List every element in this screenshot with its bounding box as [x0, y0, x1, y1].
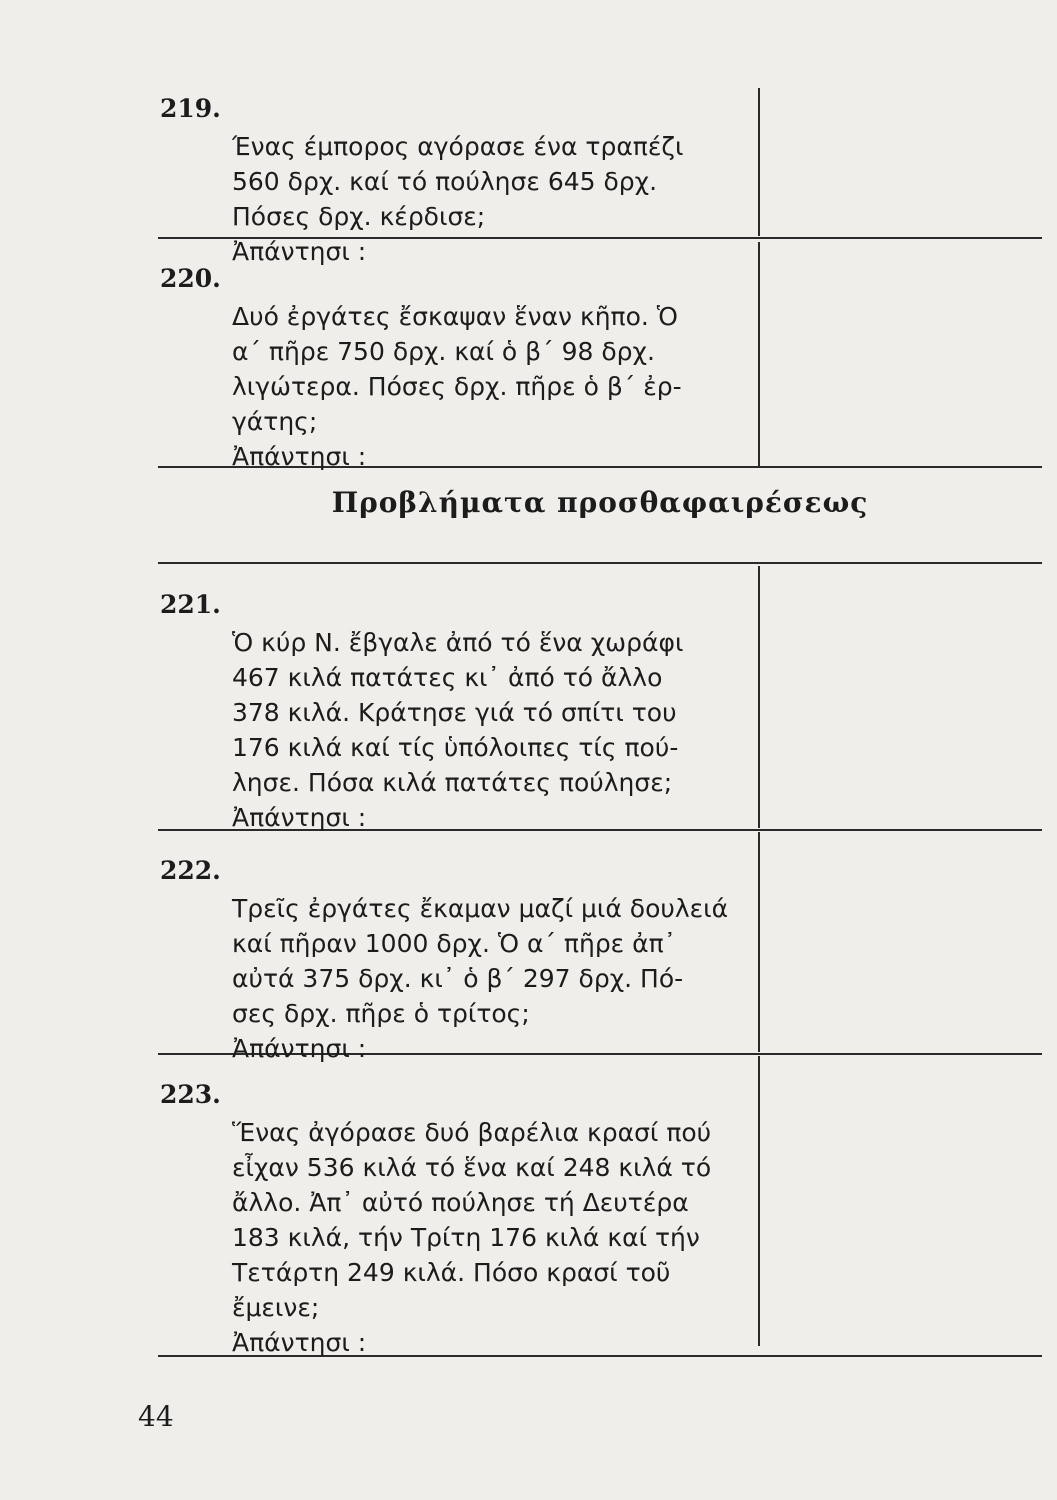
- problem-statement: Τρεῖς ἐργάτες ἔκαμαν μαζί μιά δουλειά καί πῆραν 1000 δρχ. Ὁ α΄ πῆρε ἀπ᾽ αὐτά 375 δρχ. κι᾽ ὁ β΄ 297 δρχ. Πό- σες δρχ. πῆρε ὁ τρίτος;: [232, 894, 729, 1028]
- answer-column-divider: [758, 88, 760, 236]
- answer-column-divider: [758, 566, 760, 828]
- answer-label: Ἀπάντησι :: [232, 442, 367, 471]
- problem-text: [232, 1080, 757, 1395]
- problem-text: [232, 264, 757, 509]
- problem-statement: Δυό ἐργάτες ἔσκαψαν ἕναν κῆπο. Ὁ α΄ πῆρε 750 δρχ. καί ὁ β΄ 98 δρχ. λιγώτερα. Πόσες δρχ. πῆρε ὁ β΄ ἐρ- γάτης;: [232, 302, 682, 436]
- problem-statement: Ένας έμπορος αγόρασε ένα τραπέζι 560 δρχ. καί τό πούλησε 645 δρχ. Πόσες δρχ. κέρδισε;: [232, 132, 684, 231]
- problem-text: [232, 590, 757, 870]
- answer-column-divider: [758, 1056, 760, 1346]
- problem-statement: Ὁ κύρ Ν. ἔβγαλε ἀπό τό ἕνα χωράφι 467 κιλά πατάτες κι᾽ ἀπό τό ἄλλο 378 κιλά. Κράτησε γιά τό σπίτι του 176 κιλά καί τίς ὑπόλοιπες τίς πού- λησε. Πόσα κιλά πατάτες πούλησε;: [232, 628, 684, 797]
- page-number: 44: [138, 1400, 174, 1433]
- section-title: Προβλήματα προσθαφαιρέσεως: [331, 486, 869, 519]
- answer-column-divider: [758, 832, 760, 1052]
- problem-text: [232, 856, 757, 1101]
- problem-number: 221.: [160, 590, 221, 619]
- problem-number: 219.: [160, 94, 221, 123]
- answer-label: Ἀπάντησι :: [232, 1328, 367, 1357]
- problem-statement: Ἕνας ἀγόρασε δυό βαρέλια κρασί πού εἶχαν 536 κιλά τό ἕνα καί 248 κιλά τό ἄλλο. Ἀπ᾽ αὐτό πούλησε τή Δευτέρα 183 κιλά, τήν Τρίτη 176 κιλά καί τήν Τετάρτη 249 κιλά. Πόσο κρασί τοῦ ἔμεινε;: [232, 1118, 712, 1322]
- answer-label: Ἀπάντησι :: [232, 1034, 367, 1063]
- answer-column-divider: [758, 242, 760, 466]
- problem-number: 222.: [160, 856, 221, 885]
- horizontal-rule: [158, 562, 1042, 564]
- answer-label: Ἀπάντησι :: [232, 237, 367, 266]
- answer-label: Ἀπάντησι :: [232, 803, 367, 832]
- problem-number: 220.: [160, 264, 221, 293]
- problem-number: 223.: [160, 1080, 221, 1109]
